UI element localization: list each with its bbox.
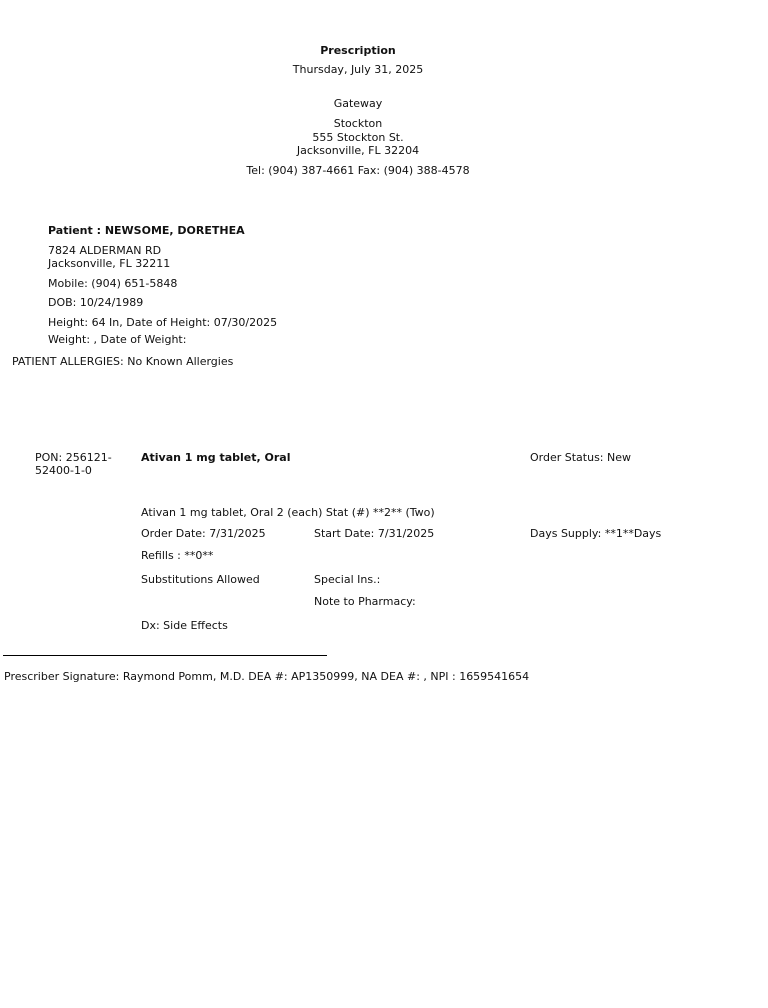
location-phone-fax: Tel: (904) 387-4661 Fax: (904) 388-4578 [246,164,470,177]
patient-name: Patient : NEWSOME, DORETHEA [48,224,245,237]
special-instructions: Special Ins.: [314,573,381,586]
note-to-pharmacy: Note to Pharmacy: [314,595,416,608]
patient-height: Height: 64 In, Date of Height: 07/30/2025 [48,316,278,329]
patient-allergies: PATIENT ALLERGIES: No Known Allergies [12,355,234,368]
patient-dob: DOB: 10/24/1989 [48,296,144,309]
start-date: Start Date: 7/31/2025 [314,527,435,540]
document-date: Thursday, July 31, 2025 [292,63,424,76]
drug-title: Ativan 1 mg tablet, Oral [141,451,291,464]
substitutions: Substitutions Allowed [141,573,260,586]
document-title: Prescription [320,44,396,57]
patient-address-line2: Jacksonville, FL 32211 [48,257,171,270]
pon-line1: PON: 256121- [35,451,112,464]
refills: Refills : **0** [141,549,214,562]
location-address-line2: Jacksonville, FL 32204 [296,144,420,157]
order-status: Order Status: New [530,451,632,464]
organization-name: Gateway [333,97,383,110]
pon-line2: 52400-1-0 [35,464,92,477]
prescriber-signature: Prescriber Signature: Raymond Pomm, M.D. DEA #: AP1350999, NA DEA #: , NPI : 1659541654 [4,670,530,683]
patient-address-line1: 7824 ALDERMAN RD [48,244,162,257]
location-name: Stockton [333,117,383,130]
days-supply: Days Supply: **1**Days [530,527,662,540]
patient-weight: Weight: , Date of Weight: [48,333,187,346]
sig-instructions: Ativan 1 mg tablet, Oral 2 (each) Stat (#) **2** (Two) [141,506,435,519]
location-address-line1: 555 Stockton St. [312,131,404,144]
patient-mobile: Mobile: (904) 651-5848 [48,277,178,290]
order-date: Order Date: 7/31/2025 [141,527,266,540]
diagnosis: Dx: Side Effects [141,619,228,632]
signature-line-divider [3,655,327,656]
